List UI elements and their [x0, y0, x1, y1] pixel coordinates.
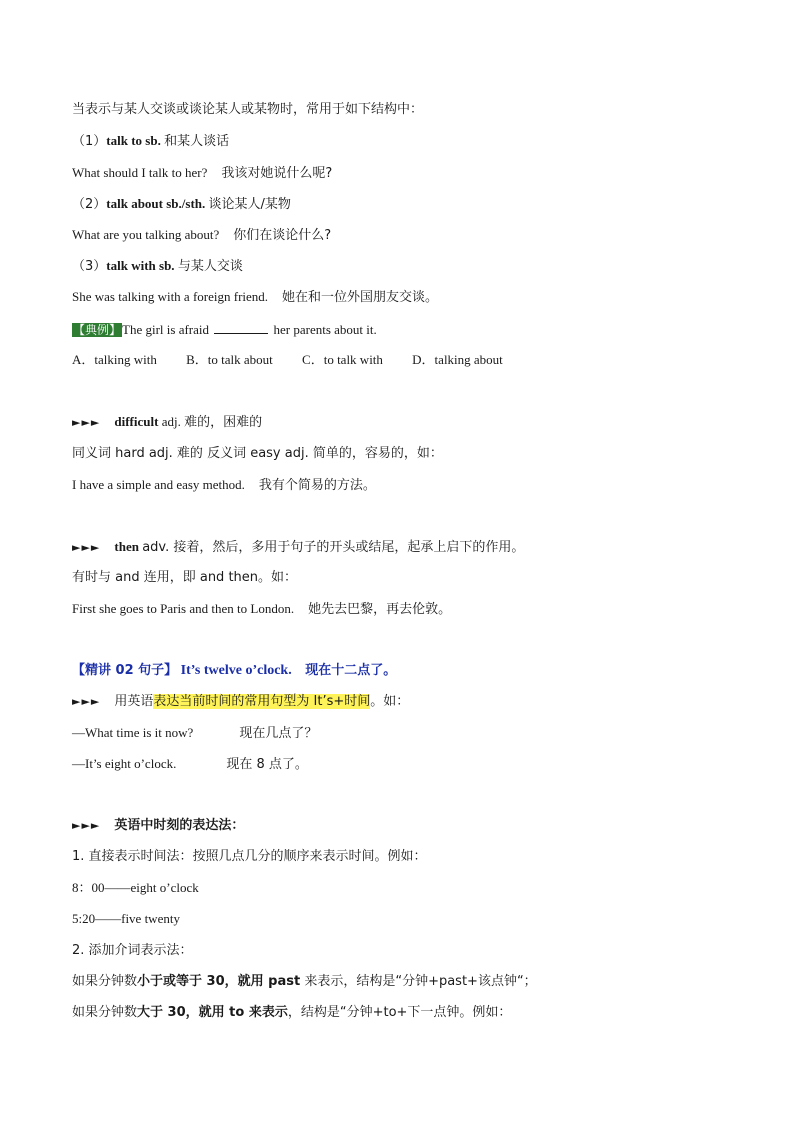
dialog-q [72, 724, 317, 742]
method-1-example-1-text: 8：00——eight o’clock [72, 880, 199, 895]
difficult-head [72, 413, 262, 431]
dialog-a-en: —It’s eight o’clock. [72, 756, 177, 771]
structure-1 [72, 132, 229, 150]
option-b: B．to talk about [186, 352, 273, 367]
structure-1-num: （1） [72, 134, 107, 149]
example-1-zh: 我该对她说什么呢? [221, 166, 333, 181]
example-2-en: What are you talking about? [72, 227, 220, 242]
option-c: C．to talk with [302, 352, 383, 367]
structure-1-phrase: talk to sb. [106, 133, 161, 148]
methods-title [72, 817, 244, 835]
synonym-text: 同义词 hard adj. 难的 反义词 easy adj. 简单的，容易的，如： [72, 446, 443, 461]
method-1-example-2-text: 5:20——five twenty [72, 911, 180, 926]
time-expr-pre: 用英语 [114, 694, 154, 709]
section-heading [72, 662, 396, 680]
structure-3-phrase: talk with sb. [106, 258, 175, 273]
section-sentence-zh: 现在十二点了。 [305, 663, 397, 678]
then-word: then [114, 539, 139, 554]
option-d: D．talking about [412, 352, 503, 367]
then-head [72, 538, 524, 556]
difficult-synonyms [72, 445, 443, 463]
intro-text: 当表示与某人交谈或谈论某人或某物时，常用于如下结构中： [72, 102, 424, 117]
question-text-pre: The girl is afraid [122, 322, 210, 337]
time-expr-line [72, 693, 409, 711]
structure-3 [72, 257, 243, 275]
then-example-zh: 她先去巴黎，再去伦敦。 [308, 602, 452, 617]
structure-3-meaning: 与某人交谈 [177, 259, 243, 274]
then-desc: adv. 接着，然后，多用于句子的开头或结尾，起承上启下的作用。 [142, 540, 525, 555]
method-1-example-2 [72, 910, 180, 928]
then-line2-text: 有时与 and 连用，即 and then。如： [72, 570, 298, 585]
example-3-en: She was talking with a foreign friend. [72, 289, 269, 304]
method-2 [72, 942, 193, 960]
difficult-example [72, 476, 376, 494]
example-1 [72, 164, 332, 182]
rule-past-post: 来表示，结构是“分钟+past+该点钟“； [300, 974, 537, 989]
structure-3-num: （3） [72, 259, 107, 274]
question-text-post: her parents about it. [273, 322, 377, 337]
rule-past-pre: 如果分钟数 [72, 974, 138, 989]
method-2-rule-past [72, 973, 537, 991]
example-2 [72, 226, 331, 244]
structure-2-num: （2） [72, 197, 107, 212]
example-3-zh: 她在和一位外国朋友交谈。 [282, 290, 439, 305]
rule-past-bold: 小于或等于 30，就用 past [137, 974, 301, 989]
example-1-en: What should I talk to her? [72, 165, 208, 180]
difficult-meaning: 难的，困难的 [184, 415, 263, 430]
then-example-en: First she goes to Paris and then to London. [72, 601, 295, 616]
dialog-a-zh: 现在 8 点了。 [226, 757, 308, 772]
structure-1-meaning: 和某人谈话 [164, 134, 230, 149]
difficult-word: difficult [114, 414, 159, 429]
structure-2-meaning: 谈论某人/某物 [208, 197, 291, 212]
options-row [72, 351, 529, 369]
dialog-q-en: —What time is it now? [72, 725, 194, 740]
structure-2-phrase: talk about sb./sth. [106, 196, 206, 211]
section-sentence-en: It’s twelve o’clock. [180, 663, 292, 678]
arrow-marker: ►►► [72, 695, 101, 708]
difficult-example-zh: 我有个简易的方法。 [258, 478, 376, 493]
method-2-rule-to [72, 1004, 511, 1022]
rule-to-post: ，结构是“分钟+to+下一点钟。例如： [287, 1005, 512, 1020]
dialog-q-zh: 现在几点了？ [239, 726, 318, 741]
example-tag: 【典例】 [73, 323, 122, 337]
example-3 [72, 288, 438, 306]
option-a: A．talking with [72, 352, 157, 367]
dialog-a [72, 755, 308, 773]
method-1-example-1 [72, 879, 199, 897]
difficult-example-en: I have a simple and easy method. [72, 477, 245, 492]
method-1 [72, 848, 427, 866]
example-2-zh: 你们在谈论什么? [233, 228, 332, 243]
section-head: 【精讲 02 句子】 [72, 663, 178, 678]
rule-to-pre: 如果分钟数 [72, 1005, 138, 1020]
rule-to-bold: 大于 30，就用 to 来表示 [137, 1005, 288, 1020]
time-expr-highlight: 表达当前时间的常用句型为 It’s+时间 [153, 694, 371, 709]
intro-line [72, 101, 423, 119]
method-1-text: 1. 直接表示时间法：按照几点几分的顺序来表示时间。例如： [72, 849, 427, 864]
example-question [72, 320, 377, 338]
arrow-marker: ►►► [72, 819, 101, 832]
then-example [72, 600, 451, 618]
arrow-marker: ►►► [72, 541, 101, 554]
structure-2 [72, 195, 291, 213]
answer-blank [214, 320, 268, 334]
difficult-pos: adj. [161, 414, 181, 429]
arrow-marker: ►►► [72, 416, 101, 429]
time-expr-post: 。如： [370, 694, 410, 709]
then-line2 [72, 569, 297, 587]
methods-title-text: 英语中时刻的表达法： [114, 818, 245, 833]
method-2-text: 2. 添加介词表示法： [72, 943, 193, 958]
